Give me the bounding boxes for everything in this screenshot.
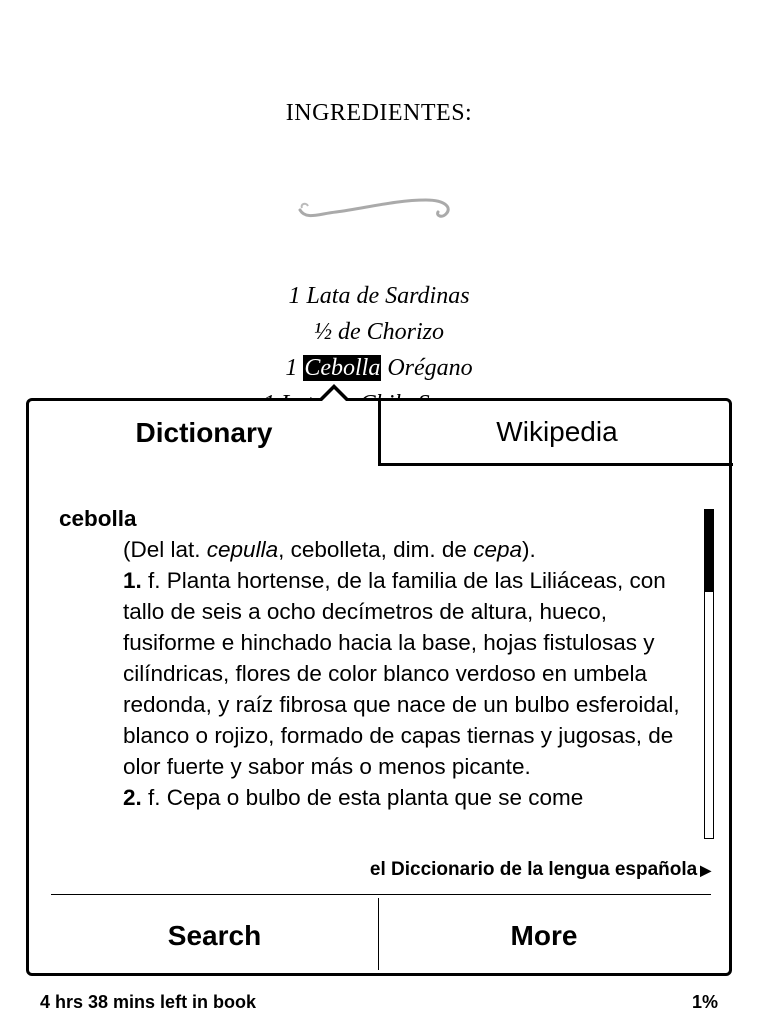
ingredient-line: [0, 314, 758, 350]
status-bar: [40, 992, 718, 1013]
ingredient-text: 1: [285, 355, 304, 381]
ingredient-text: ½ de Chorizo: [313, 319, 444, 345]
scrollbar-thumb[interactable]: [705, 510, 713, 592]
ingredient-text: Orégano: [381, 355, 473, 381]
sense-number: 2.: [123, 785, 142, 810]
ingredient-text: 1 Lata de Sardinas: [288, 283, 470, 309]
etymology-text: , cebolleta, dim. de: [278, 537, 474, 562]
divider: [51, 894, 711, 895]
flourish-ornament-icon: [296, 194, 456, 224]
progress-percent: 1%: [691, 992, 718, 1012]
sense-text: f. Planta hortense, de la familia de las Liliáceas, con tallo de seis a ocho decímetros de altura, hueco, fusiforme e hinchado hacia la base, hojas fistulosas y cilíndricas, flores de color blanco verdoso en umbela redonda, y raíz fibrosa que nace de un bulbo esferoidal, blanco o rojizo, formado de capas tiernas y jugosas, de olor fuerte y sabor más o menos picante.: [123, 568, 680, 779]
etymology-text: (Del lat.: [123, 537, 207, 562]
arrow-right-icon: ▶: [700, 861, 711, 878]
etymology-latin: cepulla: [206, 537, 279, 562]
source-label: el Diccionario de la lengua española: [369, 859, 698, 880]
etymology: [59, 534, 699, 565]
ingredient-line: [0, 278, 758, 314]
etymology-text: ).: [522, 537, 536, 562]
tab-wikipedia[interactable]: Wikipedia: [378, 401, 733, 466]
dictionary-entry: [59, 503, 699, 813]
chapter-heading: INGREDIENTES:: [285, 100, 473, 126]
more-button[interactable]: More: [510, 920, 578, 951]
dictionary-source-link[interactable]: [370, 859, 711, 881]
dictionary-popup: [26, 398, 732, 976]
popup-pointer-fill: [321, 389, 347, 402]
headword: cebolla: [59, 506, 137, 531]
search-button[interactable]: Search: [167, 920, 262, 951]
sense-1: [59, 565, 699, 782]
etymology-latin: cepa: [473, 537, 522, 562]
sense-text: f. Cepa o bulbo de esta planta que se come: [141, 785, 584, 810]
sense-number: 1.: [123, 568, 142, 593]
selected-word[interactable]: Cebolla: [304, 355, 381, 381]
sense-2: [59, 782, 699, 813]
tab-dictionary[interactable]: Dictionary: [135, 417, 273, 448]
ingredient-list: [0, 278, 758, 400]
scrollbar[interactable]: [704, 509, 714, 839]
time-left-label: 4 hrs 38 mins left in book: [40, 992, 257, 1012]
ingredient-line: [0, 350, 758, 386]
